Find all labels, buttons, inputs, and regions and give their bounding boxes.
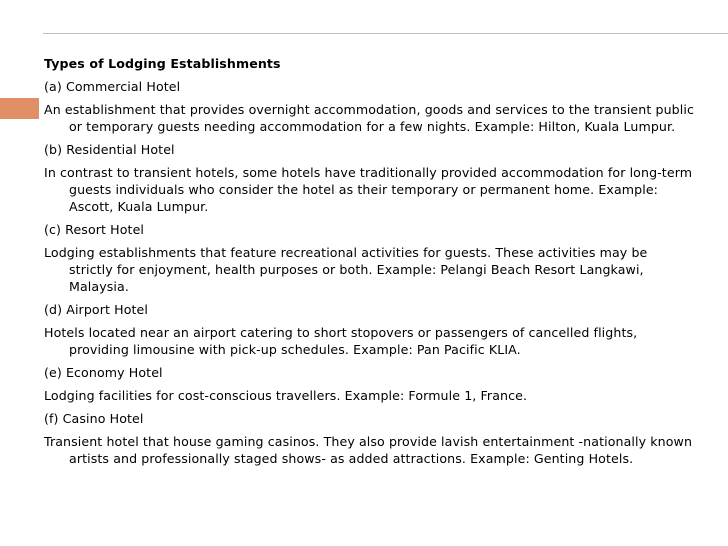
slide-content xyxy=(44,55,694,473)
section-description-economy: Lodging facilities for cost-conscious travellers. Example: Formule 1, France. xyxy=(44,388,528,403)
section-description-resort: Lodging establishments that feature recreational activities for guests. These activities may be strictly for enjoyment, health purposes or both. Example: Pelangi Beach Resort Langkawi, Malaysia. xyxy=(44,245,648,294)
section-description-commercial: An establishment that provides overnight accommodation, goods and services to the transient public or temporary guests needing accommodation for a few nights. Example: Hilton, Kuala Lumpur. xyxy=(44,102,694,134)
accent-bar xyxy=(0,98,39,119)
section-heading-airport: (d) Airport Hotel xyxy=(44,302,148,317)
section-heading-resort: (c) Resort Hotel xyxy=(44,222,145,237)
section-description-casino: Transient hotel that house gaming casinos. They also provide lavish entertainment -nationally known artists and professionally staged shows- as added attractions. Example: Genting Hotels. xyxy=(44,434,693,466)
section-heading-economy: (e) Economy Hotel xyxy=(44,365,163,380)
slide-title: Types of Lodging Establishments xyxy=(44,56,281,71)
section-heading-residential: (b) Residential Hotel xyxy=(44,142,175,157)
top-divider xyxy=(43,33,728,34)
section-description-airport: Hotels located near an airport catering to short stopovers or passengers of cancelled flights, providing limousine with pick-up schedules. Example: Pan Pacific KLIA. xyxy=(44,325,638,357)
section-description-residential: In contrast to transient hotels, some hotels have traditionally provided accommodation for long-term guests individuals who consider the hotel as their temporary or permanent home. Example: Ascott, Kuala Lumpur. xyxy=(44,165,693,214)
section-heading-commercial: (a) Commercial Hotel xyxy=(44,79,181,94)
section-heading-casino: (f) Casino Hotel xyxy=(44,411,144,426)
